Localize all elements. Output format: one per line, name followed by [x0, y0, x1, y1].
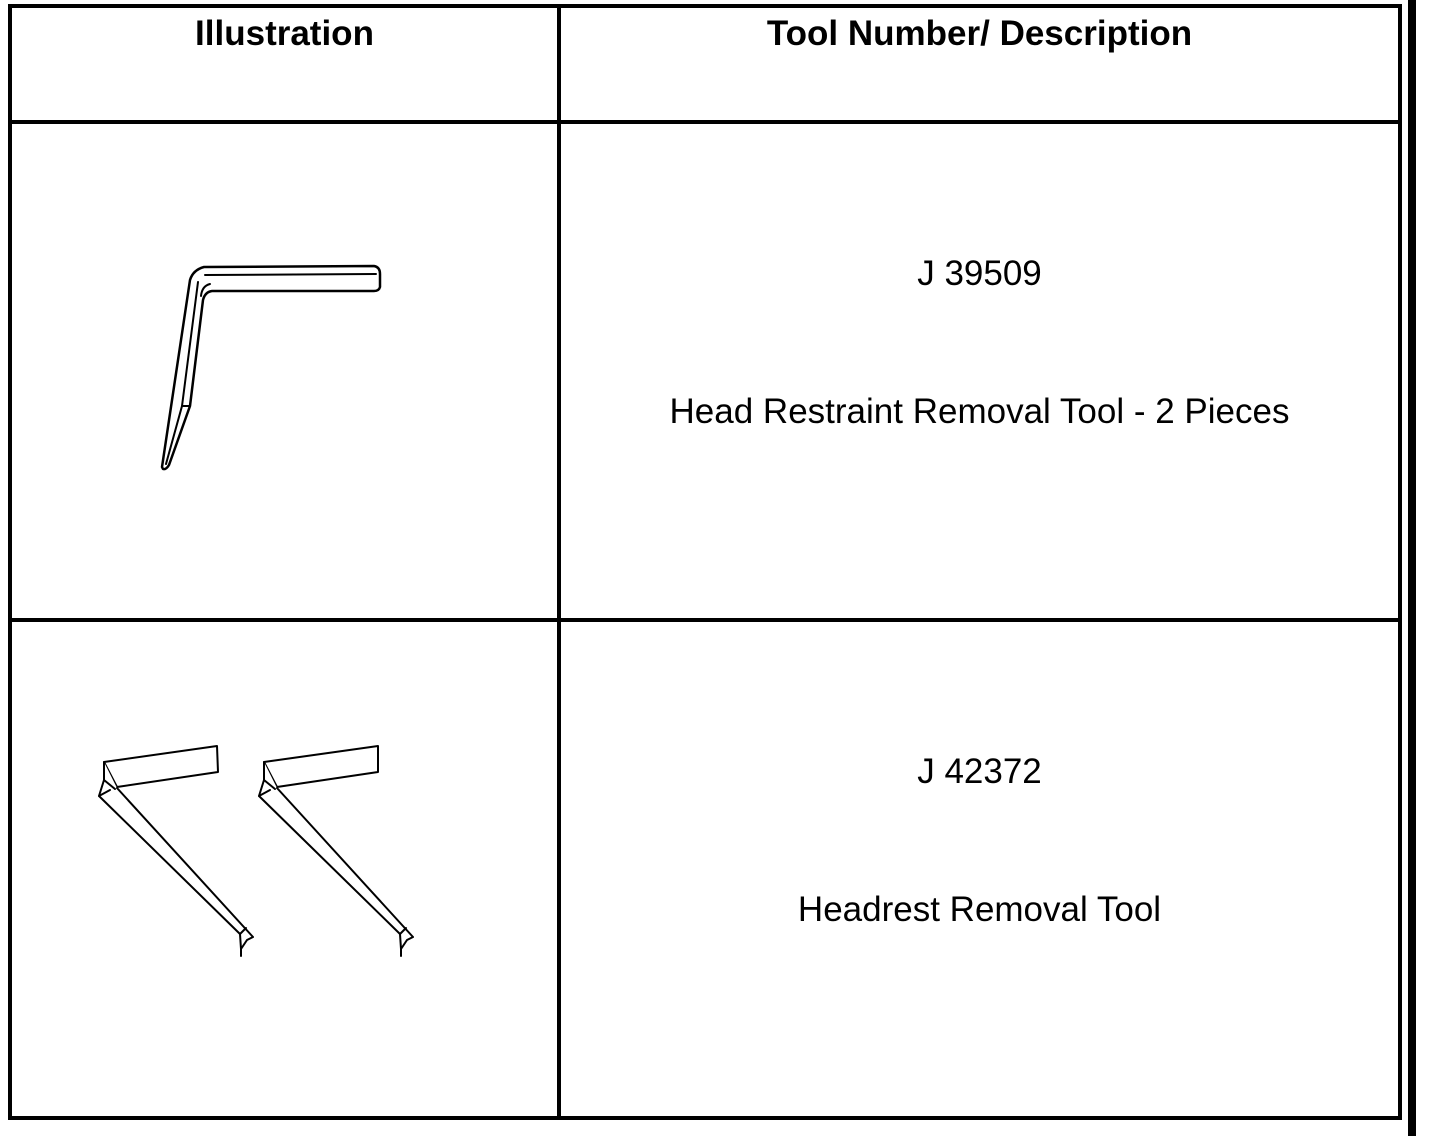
table-row-1-description — [561, 124, 1398, 618]
tool-number: J 42372 — [917, 752, 1042, 791]
header-description-label: Tool Number/ Description — [766, 14, 1193, 53]
header-illustration — [12, 8, 557, 120]
tool-description: Headrest Removal Tool — [797, 890, 1162, 929]
bent-rod-tool-icon — [12, 124, 557, 618]
tool-description: Head Restraint Removal Tool - 2 Pieces — [669, 392, 1290, 431]
tool-number: J 39509 — [917, 254, 1042, 293]
page-frame-right-edge — [1408, 0, 1416, 1136]
angle-bracket-pair-icon — [12, 622, 557, 1116]
table-row-2-illustration — [12, 622, 557, 1116]
tool-table — [8, 4, 1402, 1120]
table-row-1-illustration — [12, 124, 557, 618]
header-illustration-label: Illustration — [195, 14, 374, 53]
table-row-2-description — [561, 622, 1398, 1116]
header-description — [561, 8, 1398, 120]
